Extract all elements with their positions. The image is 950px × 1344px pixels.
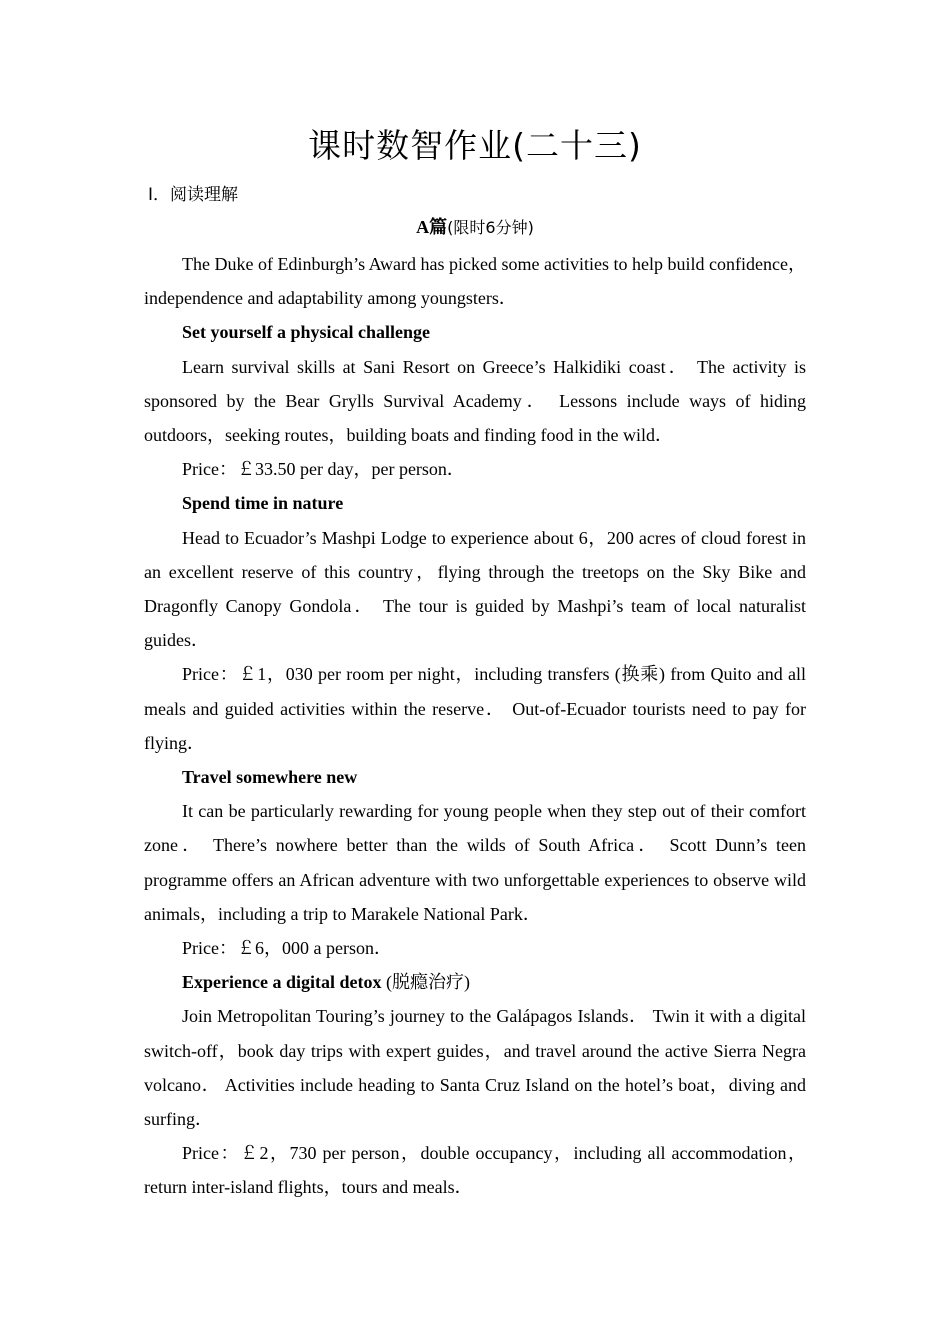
activity-heading [144,965,806,999]
activity-body: Join Metropolitan Touring’s journey to the Galápagos Islands． Twin it with a digital switch-off，book day trips with expert guides，and travel around the active Sierra Negra volcano． Activities include heading to Santa Cruz Island on the hotel’s boat，diving and surfing． [144,1006,806,1130]
activity-price: Price：￡1，030 per room per night，including transfers (换乘) from Quito and all meals and guided activities within the reserve． Out-of-Ecuador tourists need to pay for flying． [144,664,806,753]
passage-time-limit: (限时6分钟) [447,218,534,237]
passage-subheading [144,212,806,243]
activity-body: Head to Ecuador’s Mashpi Lodge to experience about 6，200 acres of cloud forest in an excellent reserve of this country，flying through the treetops on the Sky Bike and Dragonfly Canopy Gondola． The tour is guided by Mashpi’s team of local naturalist guides． [144,527,806,651]
activity-price: Price：￡6，000 a person． [182,938,392,959]
activity-heading-text: Travel somewhere new [182,767,358,788]
passage-intro: The Duke of Edinburgh’s Award has picked some activities to help build confidence，independence and adaptability among youngsters． [144,254,806,309]
activity-heading [144,760,806,794]
activity-heading-text: Spend time in nature [182,493,344,514]
activity-price: Price：￡33.50 per day，per person． [182,459,465,480]
page-title: 课时数智作业(二十三) [308,126,642,165]
activity-body: Learn survival skills at Sani Resort on Greece’s Halkidiki coast． The activity is sponsored by the Bear Grylls Survival Academy． Lessons include ways of hiding outdoors，seeking routes，building boats and finding food in the wild． [144,356,806,446]
activity-heading [144,486,806,520]
activity-heading [144,315,806,349]
section-label: Ⅰ．阅读理解 [148,185,239,205]
activity-heading-note: (脱瘾治疗) [385,972,470,993]
activity-price: Price：￡2，730 per person，double occupancy，including all accommodation，return inter-island flights，tours and meals． [144,1143,806,1198]
document-page [144,120,806,1205]
activity-heading-text: Set yourself a physical challenge [182,322,430,343]
activity-heading-text: Experience a digital detox [182,972,382,993]
passage-name: A篇 [416,217,448,237]
activity-body: It can be particularly rewarding for young people when they step out of their comfort zone． There’s nowhere better than the wilds of South Africa． Scott Dunn’s teen programme offers an African adventure with two unforgettable experiences to observe wild animals，including a trip to Marakele National Park． [144,801,806,924]
